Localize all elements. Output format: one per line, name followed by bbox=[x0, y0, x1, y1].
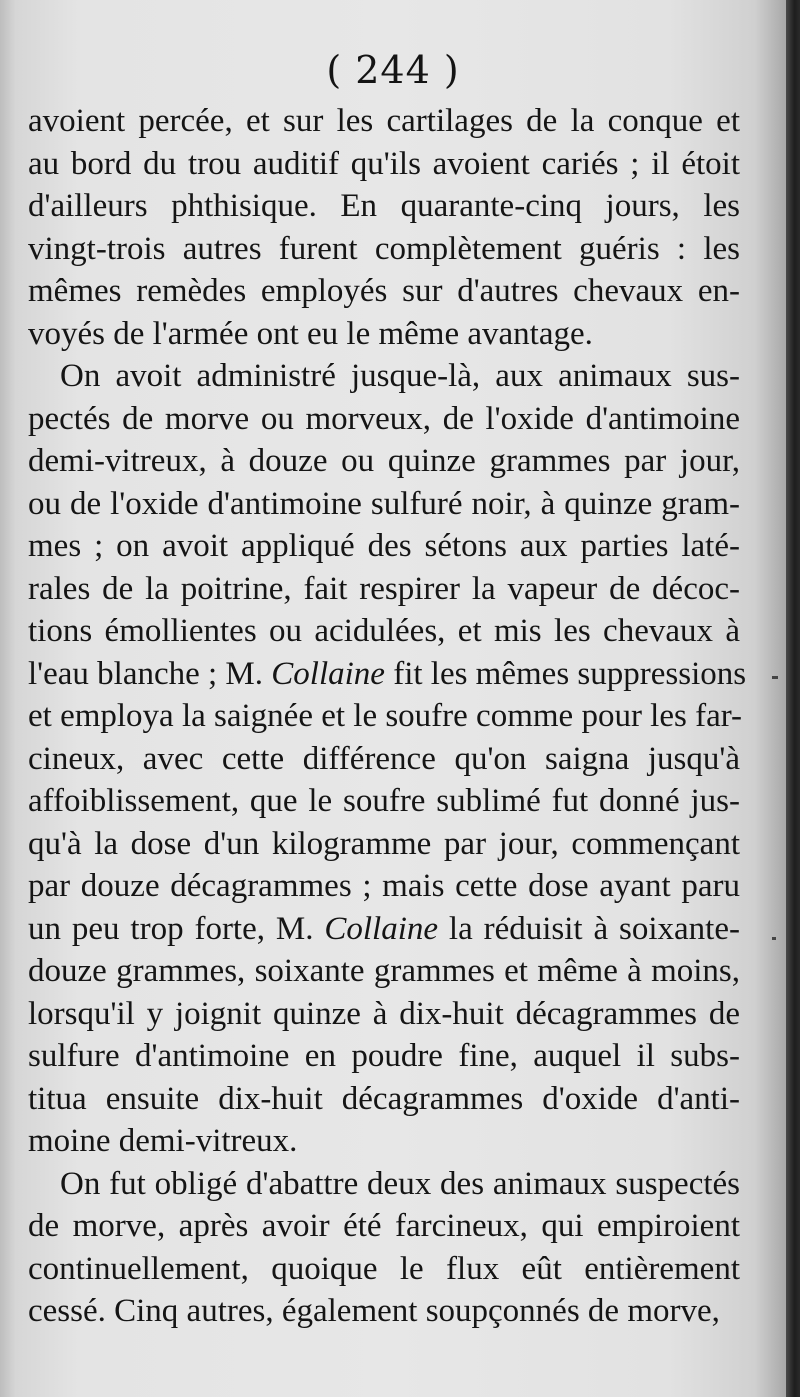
text-line: ou de l'oxide d'antimoine sulfuré noir, à quinze gram- bbox=[28, 485, 740, 522]
page-number: ( 244 ) bbox=[326, 48, 460, 92]
text-line: vingt-trois autres furent complètement guéris : les bbox=[28, 230, 740, 267]
text-line: rales de la poitrine, fait respirer la vapeur de décoc- bbox=[28, 570, 740, 607]
text-line: On fut obligé d'abattre deux des animaux suspectés bbox=[60, 1165, 740, 1202]
text-line: avoient percée, et sur les cartilages de la conque et bbox=[28, 103, 740, 139]
text-line: titua ensuite dix-huit décagrammes d'oxide d'anti- bbox=[28, 1080, 740, 1117]
text-line: douze grammes, soixante grammes et même à moins, bbox=[28, 953, 740, 989]
text-line: On avoit administré jusque-là, aux animaux sus- bbox=[60, 358, 740, 394]
text-line: d'ailleurs phthisique. En quarante-cinq jours, les bbox=[28, 188, 740, 224]
text-line: mêmes remèdes employés sur d'autres chevaux en- bbox=[28, 273, 740, 309]
text-line: voyés de l'armée ont eu le même avantage. bbox=[28, 315, 593, 352]
text-line: cineux, avec cette différence qu'on saigna jusqu'à bbox=[28, 740, 740, 777]
text-line: demi-vitreux, à douze ou quinze grammes par jour, bbox=[28, 443, 740, 479]
text-line: l'eau blanche ; M. Collaine fit les mêmes suppressions bbox=[28, 655, 747, 692]
text-line: moine demi-vitreux. bbox=[28, 1123, 298, 1159]
text-line: qu'à la dose d'un kilogramme par jour, commençant bbox=[28, 825, 740, 862]
page-edge-shadow bbox=[786, 0, 800, 1397]
italic-name: Collaine bbox=[271, 655, 385, 692]
margin-mark bbox=[772, 676, 778, 679]
italic-name: Collaine bbox=[324, 910, 439, 947]
text-line: un peu trop forte, M. Collaine la réduisit à soixante- bbox=[28, 910, 740, 947]
text-line: pectés de morve ou morveux, de l'oxide d'antimoine bbox=[28, 400, 740, 437]
text-line: continuellement, quoique le flux eût entièrement bbox=[28, 1250, 740, 1287]
text-line: mes ; on avoit appliqué des sétons aux parties laté- bbox=[28, 528, 740, 564]
text-line: et employa la saignée et le soufre comme pour les far- bbox=[28, 698, 743, 734]
text-line: lorsqu'il y joignit quinze à dix-huit décagrammes de bbox=[28, 995, 740, 1032]
text-line: affoiblissement, que le soufre sublimé fut donné jus- bbox=[28, 783, 740, 819]
body-text bbox=[28, 100, 747, 1333]
text-line: de morve, après avoir été farcineux, qui empiroient bbox=[28, 1208, 740, 1244]
text-line: au bord du trou auditif qu'ils avoient cariés ; il étoit bbox=[28, 145, 740, 182]
margin-mark bbox=[772, 937, 776, 940]
text-line: sulfure d'antimoine en poudre fine, auquel il subs- bbox=[28, 1038, 740, 1074]
text-line: cessé. Cinq autres, également soupçonnés de morve, bbox=[28, 1293, 720, 1329]
text-line: tions émollientes ou acidulées, et mis les chevaux à bbox=[28, 613, 740, 649]
text-line: par douze décagrammes ; mais cette dose ayant paru bbox=[28, 868, 740, 904]
